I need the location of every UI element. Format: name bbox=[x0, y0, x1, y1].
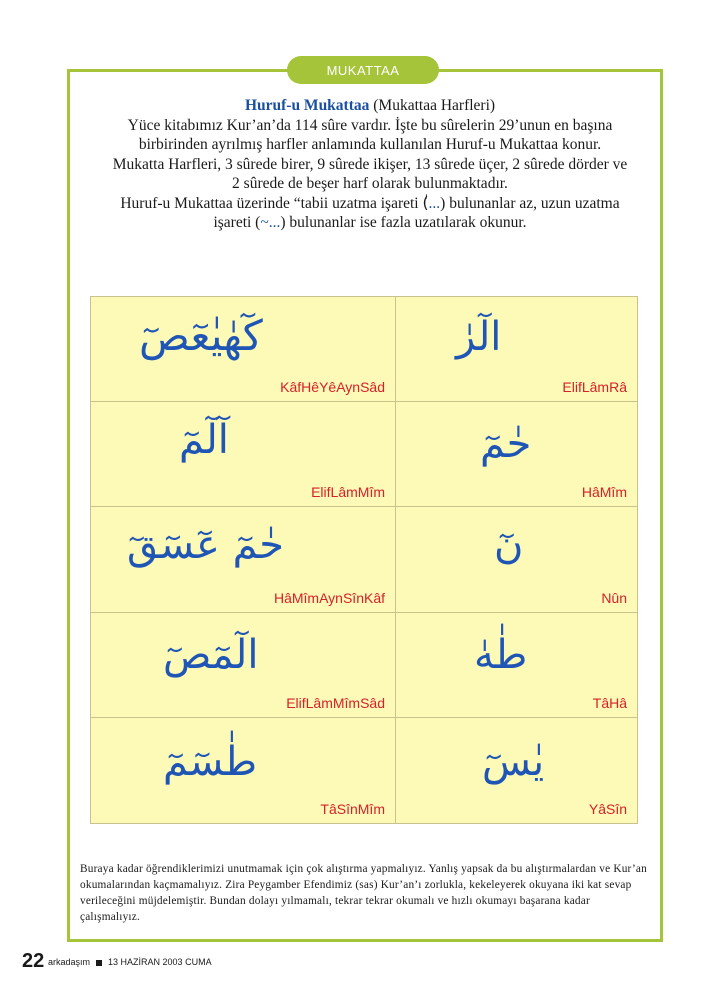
latin-name: Nûn bbox=[601, 589, 627, 606]
square-bullet-icon bbox=[96, 960, 102, 966]
arabic-letters: الٓرٰ bbox=[456, 314, 502, 360]
letter-cell bbox=[91, 613, 396, 718]
page-number: 22 bbox=[22, 950, 45, 972]
arabic-letters: حٰمٓ bbox=[480, 421, 532, 468]
letter-cell bbox=[396, 297, 637, 402]
arabic-letters: آلٓمٓ bbox=[179, 417, 229, 464]
letter-cell bbox=[396, 613, 637, 718]
latin-name: TâHâ bbox=[592, 694, 627, 711]
section-tab: MUKATTAA bbox=[287, 56, 439, 84]
intro-paragraph-3 bbox=[110, 194, 630, 233]
latin-name: HâMîm bbox=[581, 484, 627, 501]
latin-name: HâMîmAynSînKâf bbox=[273, 589, 385, 606]
intro-title bbox=[110, 96, 630, 116]
publication-line bbox=[48, 957, 212, 967]
latin-name: ElifLâmMîmSâd bbox=[286, 694, 385, 711]
arabic-letters: نٓ bbox=[494, 522, 524, 569]
latin-name: ElifLâmMîm bbox=[311, 484, 385, 501]
footnote-text: Buraya kadar öğrendiklerimizi unutmamak için çok alıştırma yapmalıyız. Yanlış yapsak da bu alıştırmalardan ve Kur’an okumalarından kaçmamalıyız. Zira Peygamber Efendimiz (sas) Kur’an’ı zorlukla, kekeleyerek okuyana iki kat sevap verileceğini müjdelemiştir. Bundan dolayı yılmamalı, tekrar tekrar okumalı ve hızlı okumayı başarana kadar çalışmalıyız. bbox=[80, 863, 647, 923]
arabic-letters: طٰسٓمٓ bbox=[163, 738, 258, 785]
letters-table bbox=[90, 296, 638, 824]
intro-title-rest: (Mukattaa Harfleri) bbox=[369, 97, 496, 114]
letter-cell bbox=[91, 718, 396, 823]
issue-date: 13 HAZİRAN 2003 CUMA bbox=[108, 957, 212, 967]
letter-cell bbox=[396, 402, 637, 507]
arabic-letters: يٰسٓ bbox=[482, 738, 545, 785]
letter-cell bbox=[91, 507, 396, 612]
latin-name: TâSînMîm bbox=[320, 800, 385, 817]
arabic-letters: حٰمٓ عٓسٓقٓ bbox=[127, 522, 284, 569]
intro-paragraph-2: Mukatta Harfleri, 3 sûrede birer, 9 sûrede ikişer, 13 sûrede üçer, 2 sûrede dörder ve 2 sûrede de beşer harf olarak bulunmaktadır. bbox=[112, 155, 628, 192]
uzun-uzatma-mark: ~... bbox=[260, 214, 281, 231]
intro-text bbox=[110, 96, 630, 233]
arabic-letters: طٰهٰ bbox=[474, 631, 528, 678]
letter-cell bbox=[396, 507, 637, 612]
letter-cell bbox=[91, 402, 396, 507]
latin-name: YâSîn bbox=[588, 800, 627, 817]
intro-p3-part-b: ) bulunanlar az, uzun uzatma işareti ( bbox=[213, 194, 620, 231]
latin-name: ElifLâmRâ bbox=[562, 379, 627, 396]
intro-paragraph-1: Yüce kitabımız Kur’an’da 114 sûre vardır. İşte bu sûrelerin 29’unun en başına birbirinden ayrılmış harfler anlamında kullanılan Huruf-u Mukattaa konur. bbox=[127, 116, 613, 153]
arabic-letters: كٓهٰيٰعٓصٓ bbox=[139, 311, 263, 360]
intro-p3-part-c: ) bulunanlar ise fazla uzatılarak okunur. bbox=[280, 214, 527, 231]
intro-title-bold: Huruf-u Mukattaa bbox=[244, 97, 370, 114]
tabii-uzatma-mark: ٰ... bbox=[428, 194, 441, 212]
arabic-letters: الٓمٓصٓ bbox=[163, 631, 259, 678]
magazine-name: arkadaşım bbox=[48, 957, 91, 967]
letter-cell bbox=[396, 718, 637, 823]
intro-p3-part-a: Huruf-u Mukattaa üzerinde “tabii uzatma işareti ( bbox=[120, 194, 429, 212]
letter-cell bbox=[91, 297, 396, 402]
latin-name: KâfHêYêAynSâd bbox=[280, 379, 385, 396]
